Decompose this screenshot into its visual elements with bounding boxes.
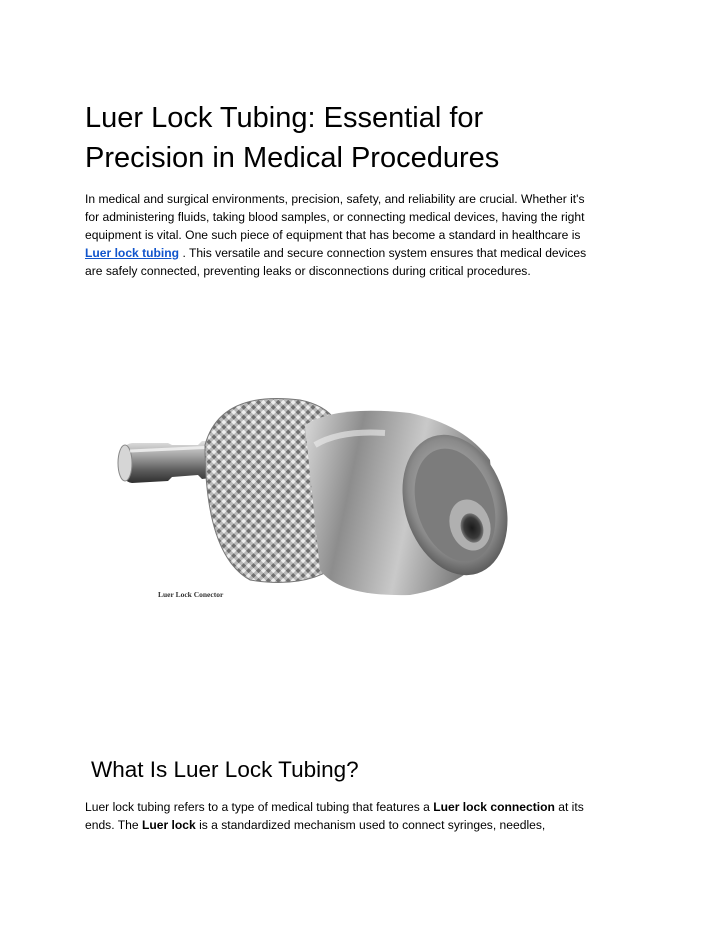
section-paragraph [85, 798, 635, 834]
intro-paragraph [85, 190, 635, 280]
bold-luer-lock-connection: Luer lock connection [433, 800, 555, 814]
section-text-3: ends. The [85, 818, 142, 832]
luer-lock-tubing-link[interactable]: Luer lock tubing [85, 246, 180, 260]
intro-line-3: equipment is vital. One such piece of equipment that has become a standard in healthcare is [85, 228, 581, 242]
section-heading: What Is Luer Lock Tubing? [91, 757, 359, 782]
intro-line-4: . This versatile and secure connection system ensures that medical devices [179, 246, 587, 260]
section-text-2: at its [554, 800, 584, 814]
section-text-1: Luer lock tubing refers to a type of medical tubing that features a [85, 800, 434, 814]
intro-line-2: for administering fluids, taking blood samples, or connecting medical devices, having the right [85, 210, 585, 224]
luer-lock-connector-image [110, 385, 530, 620]
page-title [85, 98, 645, 178]
intro-line-1: In medical and surgical environments, precision, safety, and reliability are crucial. Whether it's [85, 192, 585, 206]
section-text-4: is a standardized mechanism used to connect syringes, needles, [195, 818, 546, 832]
title-line-2: Precision in Medical Procedures [85, 142, 500, 174]
bold-luer-lock: Luer lock [141, 818, 196, 832]
intro-line-5: are safely connected, preventing leaks or disconnections during critical procedures. [85, 264, 531, 278]
title-line-1: Luer Lock Tubing: Essential for [85, 102, 484, 134]
image-caption: Luer Lock Conector [158, 590, 224, 599]
